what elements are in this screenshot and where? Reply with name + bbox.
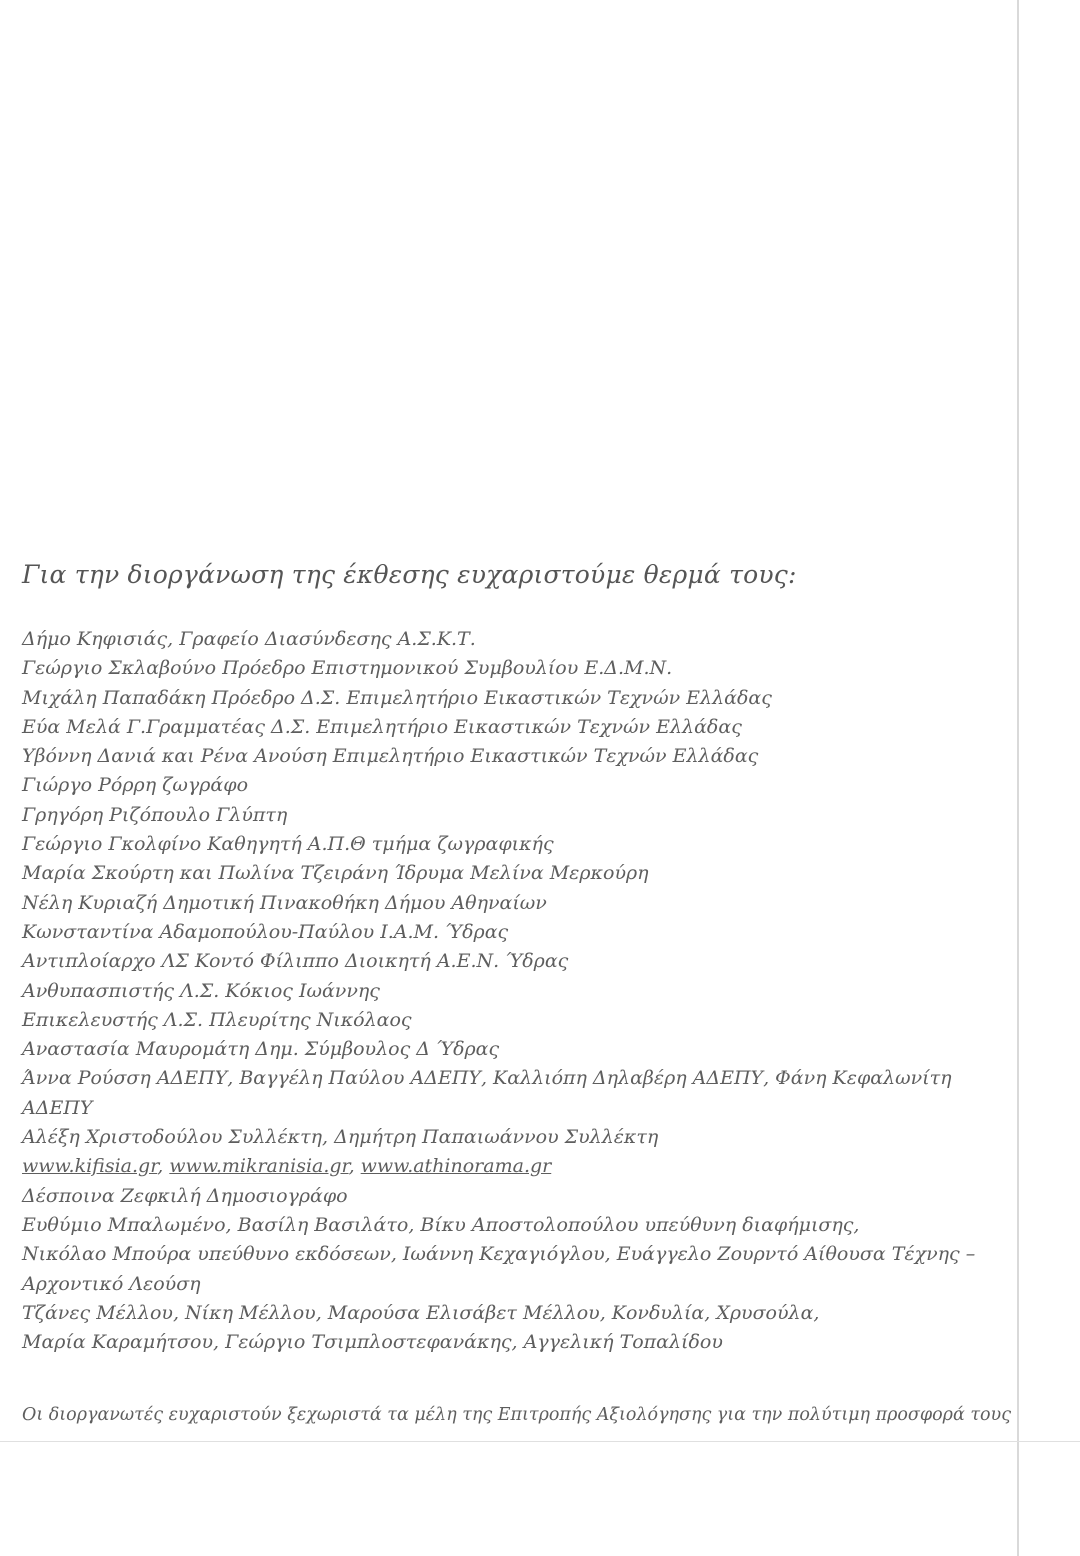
list-item: ΑΔΕΠΥ [22, 1096, 93, 1119]
page-bottom-divider [0, 1441, 1080, 1442]
list-item: Κωνσταντίνα Αδαμοπούλου-Παύλου Ι.Α.Μ. Ύδρας [22, 920, 509, 943]
list-item: Υβόννη Δανιά και Ρένα Ανούση Επιμελητήριο Εικαστικών Τεχνών Ελλάδας [22, 745, 759, 768]
list-item: Αναστασία Μαυρομάτη Δημ. Σύμβουλος Δ Ύδρας [22, 1038, 500, 1061]
list-item: Γιώργο Ρόρρη ζωγράφο [22, 774, 249, 797]
acknowledgements-heading: Για την διοργάνωση της έκθεσης ευχαριστούμε θερμά τους: [22, 560, 797, 589]
website-links-row [22, 1152, 1002, 1181]
link-mikranisia[interactable]: www.mikranisia.gr [169, 1155, 349, 1178]
link-kifisia[interactable]: www.kifisia.gr [22, 1155, 158, 1178]
list-item: Μιχάλη Παπαδάκη Πρόεδρο Δ.Σ. Επιμελητήριο Εικαστικών Τεχνών Ελλάδας [22, 686, 772, 709]
list-item: Νικόλαο Μπούρα υπεύθυνο εκδόσεων, Ιωάννη Κεχαγιόγλου, Ευάγγελο Ζουρντό Αίθουσα Τέχνης – [22, 1243, 976, 1266]
list-item: Αντιπλοίαρχο ΛΣ Κοντό Φίλιππο Διοικητή Α.Ε.Ν. Ύδρας [22, 950, 569, 973]
link-separator: , [157, 1155, 170, 1178]
list-item: Γεώργιο Σκλαβούνο Πρόεδρο Επιστημονικού Συμβουλίου Ε.Δ.Μ.Ν. [22, 657, 673, 680]
link-athinorama[interactable]: www.athinorama.gr [360, 1155, 552, 1178]
footer-note: Οι διοργανωτές ευχαριστούν ξεχωριστά τα μέλη της Επιτροπής Αξιολόγησης για την πολύτιμη προσφορά τους [22, 1405, 1011, 1425]
list-item: Αλέξη Χριστοδούλου Συλλέκτη, Δημήτρη Παπαιωάννου Συλλέκτη [22, 1126, 659, 1149]
list-item: Γρηγόρη Ριζόπουλο Γλύπτη [22, 803, 288, 826]
list-item: Άννα Ρούσση ΑΔΕΠΥ, Βαγγέλη Παύλου ΑΔΕΠΥ, Καλλιόπη Δηλαβέρη ΑΔΕΠΥ, Φάνη Κεφαλωνίτη [22, 1067, 952, 1090]
list-item: Αρχοντικό Λεούση [22, 1272, 201, 1295]
list-item: Μαρία Καραμήτσου, Γεώργιο Τσιμπλοστεφανάκης, Αγγελική Τοπαλίδου [22, 1331, 723, 1354]
list-item: Επικελευστής Λ.Σ. Πλευρίτης Νικόλαος [22, 1008, 412, 1031]
list-item: Δήμο Κηφισιάς, Γραφείο Διασύνδεσης Α.Σ.Κ.Τ. [22, 628, 476, 650]
page-edge-divider [1017, 0, 1019, 1556]
list-item: Νέλη Κυριαζή Δημοτική Πινακοθήκη Δήμου Αθηναίων [22, 891, 547, 914]
list-item: Μαρία Σκούρτη και Πωλίνα Τζειράνη Ίδρυμα Μελίνα Μερκούρη [22, 862, 649, 885]
list-item: Γεώργιο Γκολφίνο Καθηγητή Α.Π.Θ τμήμα ζωγραφικής [22, 833, 554, 856]
list-item: Τζάνες Μέλλου, Νίκη Μέλλου, Μαρούσα Ελισάβετ Μέλλου, Κονδυλία, Χρυσούλα, [22, 1301, 820, 1324]
list-item: Ανθυπασπιστής Λ.Σ. Κόκιος Ιωάννης [22, 979, 380, 1002]
acknowledgements-list [22, 625, 1002, 1357]
link-separator: , [348, 1155, 361, 1178]
list-item: Ευθύμιο Μπαλωμένο, Βασίλη Βασιλάτο, Βίκυ Αποστολοπούλου υπεύθυνη διαφήμισης, [22, 1213, 860, 1236]
list-item: Εύα Μελά Γ.Γραμματέας Δ.Σ. Επιμελητήριο Εικαστικών Τεχνών Ελλάδας [22, 715, 742, 738]
list-item: Δέσποινα Ζεφκιλή Δημοσιογράφο [22, 1184, 348, 1207]
